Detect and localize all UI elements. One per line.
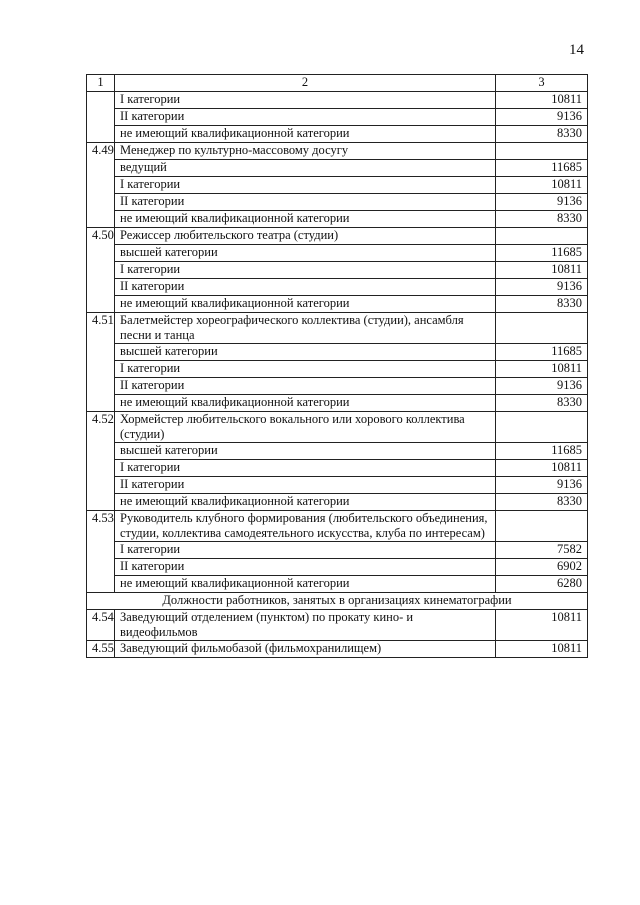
- position-title-row: [87, 511, 588, 542]
- category-label: II категории: [115, 194, 496, 211]
- category-row: [87, 109, 588, 126]
- category-label: высшей категории: [115, 443, 496, 460]
- position-title-value: [496, 511, 588, 542]
- position-row: [87, 641, 588, 658]
- salary-table-body: [87, 75, 588, 658]
- category-label: I категории: [115, 177, 496, 194]
- category-label: ведущий: [115, 160, 496, 177]
- position-number: 4.53: [87, 511, 115, 593]
- salary-value: 10811: [496, 610, 588, 641]
- section-heading: Должности работников, занятых в организациях кинематографии: [87, 593, 588, 610]
- category-row: [87, 296, 588, 313]
- salary-value: 8330: [496, 494, 588, 511]
- position-number: 4.51: [87, 313, 115, 412]
- category-row: [87, 245, 588, 262]
- category-label: II категории: [115, 378, 496, 395]
- category-row: [87, 126, 588, 143]
- category-row: [87, 460, 588, 477]
- category-row: [87, 194, 588, 211]
- position-title: Режиссер любительского театра (студии): [115, 228, 496, 245]
- position-number: 4.54: [87, 610, 115, 641]
- category-label: не имеющий квалификационной категории: [115, 296, 496, 313]
- salary-value: 11685: [496, 245, 588, 262]
- position-number: 4.50: [87, 228, 115, 313]
- salary-value: 9136: [496, 378, 588, 395]
- salary-value: 11685: [496, 160, 588, 177]
- salary-table: [86, 74, 588, 658]
- header-cell-2: 2: [115, 75, 496, 92]
- category-row: [87, 262, 588, 279]
- category-row: [87, 378, 588, 395]
- category-label: I категории: [115, 460, 496, 477]
- salary-value: 11685: [496, 344, 588, 361]
- salary-value: 9136: [496, 194, 588, 211]
- salary-value: 10811: [496, 92, 588, 109]
- position-title-value: [496, 228, 588, 245]
- salary-value: 10811: [496, 177, 588, 194]
- category-label: II категории: [115, 279, 496, 296]
- position-title-row: [87, 412, 588, 443]
- salary-value: 8330: [496, 211, 588, 228]
- category-row: [87, 92, 588, 109]
- position-title: Менеджер по культурно-массовому досугу: [115, 143, 496, 160]
- salary-value: 6280: [496, 576, 588, 593]
- salary-value: 10811: [496, 262, 588, 279]
- category-row: [87, 559, 588, 576]
- salary-value: 10811: [496, 361, 588, 378]
- position-number: 4.49: [87, 143, 115, 228]
- category-row: [87, 361, 588, 378]
- position-title-row: [87, 143, 588, 160]
- salary-value: 10811: [496, 460, 588, 477]
- category-label: не имеющий квалификационной категории: [115, 211, 496, 228]
- category-label: не имеющий квалификационной категории: [115, 395, 496, 412]
- position-title-value: [496, 412, 588, 443]
- category-row: [87, 494, 588, 511]
- position-title-value: [496, 143, 588, 160]
- header-cell-3: 3: [496, 75, 588, 92]
- position-title-row: [87, 313, 588, 344]
- category-label: II категории: [115, 477, 496, 494]
- category-label: не имеющий квалификационной категории: [115, 576, 496, 593]
- position-title-value: [496, 313, 588, 344]
- category-row: [87, 443, 588, 460]
- salary-value: 8330: [496, 126, 588, 143]
- position-title: Руководитель клубного формирования (любительского объединения, студии, коллектива самодеятельного искусства, клуба по интересам): [115, 511, 496, 542]
- salary-value: 11685: [496, 443, 588, 460]
- position-row: [87, 610, 588, 641]
- category-row: [87, 279, 588, 296]
- table-header-row: [87, 75, 588, 92]
- category-row: [87, 211, 588, 228]
- category-label: I категории: [115, 542, 496, 559]
- position-number: 4.52: [87, 412, 115, 511]
- category-label: не имеющий квалификационной категории: [115, 126, 496, 143]
- category-label: высшей категории: [115, 245, 496, 262]
- salary-value: 9136: [496, 279, 588, 296]
- category-row: [87, 344, 588, 361]
- category-row: [87, 542, 588, 559]
- category-row: [87, 395, 588, 412]
- salary-value: 9136: [496, 109, 588, 126]
- category-row: [87, 576, 588, 593]
- position-title: Балетмейстер хореографического коллектива (студии), ансамбля песни и танца: [115, 313, 496, 344]
- category-label: I категории: [115, 92, 496, 109]
- category-label: II категории: [115, 109, 496, 126]
- header-cell-1: 1: [87, 75, 115, 92]
- position-number: [87, 92, 115, 143]
- page-number: 14: [569, 42, 584, 58]
- position-title: Хормейстер любительского вокального или хорового коллектива (студии): [115, 412, 496, 443]
- section-heading-row: [87, 593, 588, 610]
- salary-value: 6902: [496, 559, 588, 576]
- position-title: Заведующий отделением (пунктом) по прокату кино- и видеофильмов: [115, 610, 496, 641]
- category-label: I категории: [115, 361, 496, 378]
- category-row: [87, 160, 588, 177]
- salary-value: 8330: [496, 296, 588, 313]
- salary-value: 9136: [496, 477, 588, 494]
- category-label: не имеющий квалификационной категории: [115, 494, 496, 511]
- salary-value: 8330: [496, 395, 588, 412]
- category-row: [87, 477, 588, 494]
- salary-value: 10811: [496, 641, 588, 658]
- position-number: 4.55: [87, 641, 115, 658]
- category-row: [87, 177, 588, 194]
- category-label: I категории: [115, 262, 496, 279]
- position-title: Заведующий фильмобазой (фильмохранилищем): [115, 641, 496, 658]
- category-label: высшей категории: [115, 344, 496, 361]
- salary-value: 7582: [496, 542, 588, 559]
- category-label: II категории: [115, 559, 496, 576]
- position-title-row: [87, 228, 588, 245]
